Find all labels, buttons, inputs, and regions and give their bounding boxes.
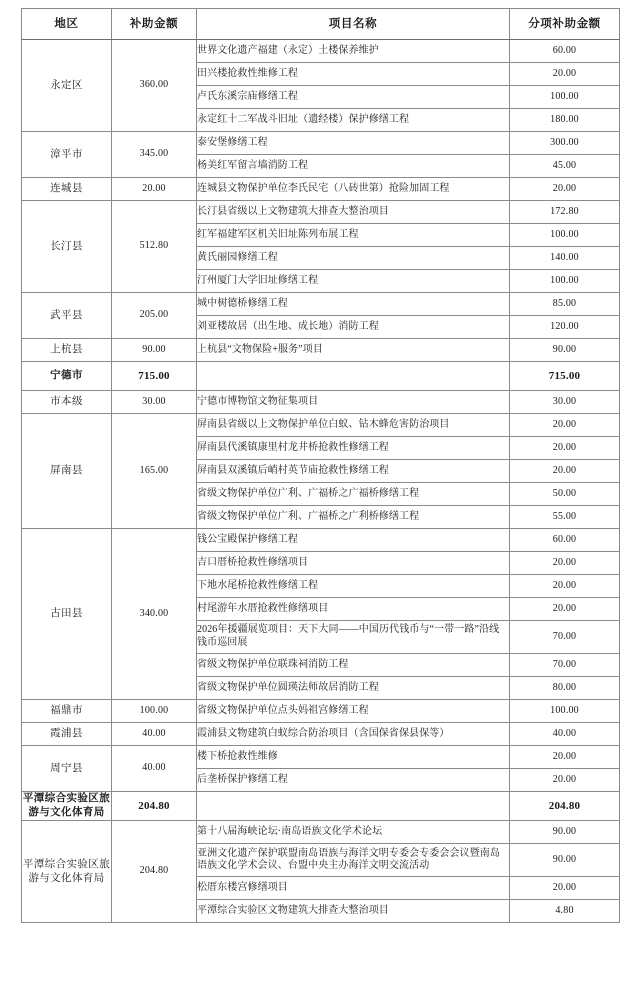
column-header-sub-amount: 分项补助金额: [510, 9, 620, 40]
cell-project-name: 吉口厝桥抢救性修缮项目: [197, 552, 510, 575]
cell-sub-amount: 100.00: [510, 700, 620, 723]
cell-region: 福鼎市: [22, 700, 112, 723]
cell-sub-amount: 20.00: [510, 877, 620, 900]
cell-sub-amount: 180.00: [510, 109, 620, 132]
cell-project-name: [197, 792, 510, 821]
cell-sub-amount: 85.00: [510, 293, 620, 316]
cell-amount: 165.00: [112, 414, 197, 529]
cell-project-name: 第十八届海峡论坛·南岛语族文化学术论坛: [197, 821, 510, 844]
cell-sub-amount: 20.00: [510, 460, 620, 483]
cell-project-name: 红军福建军区机关旧址陈列布展工程: [197, 224, 510, 247]
cell-project-name: 亚洲文化遗产保护联盟南岛语族与海洋文明专委会专委会会议暨南岛语族文化学术会议、台盟中央主办海洋文明交流活动: [197, 844, 510, 877]
cell-project-name: 汀州厦门大学旧址修缮工程: [197, 270, 510, 293]
cell-amount: 340.00: [112, 529, 197, 700]
cell-project-name: 刘亚楼故居（出生地、成长地）消防工程: [197, 316, 510, 339]
cell-project-name: [197, 362, 510, 391]
cell-project-name: 杨美红军留言墙消防工程: [197, 155, 510, 178]
cell-region: 古田县: [22, 529, 112, 700]
cell-amount: 360.00: [112, 40, 197, 132]
cell-sub-amount: 300.00: [510, 132, 620, 155]
cell-sub-amount: 100.00: [510, 224, 620, 247]
cell-amount: 512.80: [112, 201, 197, 293]
table-row: [22, 792, 620, 821]
column-header-amount: 补助金额: [112, 9, 197, 40]
cell-project-name: 平潭综合实验区文物建筑大排查大整治项目: [197, 900, 510, 923]
table-header: [22, 9, 620, 40]
cell-amount: 204.80: [112, 792, 197, 821]
cell-sub-amount: 100.00: [510, 86, 620, 109]
cell-region: 上杭县: [22, 339, 112, 362]
cell-amount: 100.00: [112, 700, 197, 723]
table-row: [22, 339, 620, 362]
cell-sub-amount: 100.00: [510, 270, 620, 293]
cell-sub-amount: 20.00: [510, 437, 620, 460]
table-row: [22, 700, 620, 723]
cell-project-name: 长汀县省级以上文物建筑大排查大整治项目: [197, 201, 510, 224]
cell-project-name: 省级文物保护单位点头妈祖宫修缮工程: [197, 700, 510, 723]
cell-amount: 20.00: [112, 178, 197, 201]
cell-sub-amount: 50.00: [510, 483, 620, 506]
cell-sub-amount: 204.80: [510, 792, 620, 821]
table-row: [22, 821, 620, 844]
cell-project-name: 村尾游年水厝抢救性修缮项目: [197, 598, 510, 621]
cell-project-name: 屏南县省级以上文物保护单位白蚁、钻木蜂危害防治项目: [197, 414, 510, 437]
cell-region: 霞浦县: [22, 723, 112, 746]
cell-amount: 345.00: [112, 132, 197, 178]
cell-sub-amount: 20.00: [510, 414, 620, 437]
cell-project-name: 卢氏东溪宗庙修缮工程: [197, 86, 510, 109]
cell-sub-amount: 20.00: [510, 575, 620, 598]
cell-region: 连城县: [22, 178, 112, 201]
table-row: [22, 362, 620, 391]
cell-project-name: 世界文化遗产福建（永定）土楼保养维护: [197, 40, 510, 63]
cell-region: 周宁县: [22, 746, 112, 792]
cell-sub-amount: 40.00: [510, 723, 620, 746]
cell-region: 漳平市: [22, 132, 112, 178]
cell-amount: 204.80: [112, 821, 197, 923]
table-row: [22, 723, 620, 746]
header-row: [22, 9, 620, 40]
cell-sub-amount: 140.00: [510, 247, 620, 270]
cell-region: 永定区: [22, 40, 112, 132]
cell-amount: 715.00: [112, 362, 197, 391]
cell-sub-amount: 20.00: [510, 769, 620, 792]
cell-sub-amount: 90.00: [510, 339, 620, 362]
table-row: [22, 529, 620, 552]
cell-amount: 40.00: [112, 723, 197, 746]
table-row: [22, 746, 620, 769]
table-row: [22, 201, 620, 224]
cell-region: 屏南县: [22, 414, 112, 529]
cell-sub-amount: 20.00: [510, 746, 620, 769]
cell-amount: 40.00: [112, 746, 197, 792]
cell-amount: 90.00: [112, 339, 197, 362]
cell-region: 长汀县: [22, 201, 112, 293]
cell-project-name: 楼下桥抢救性维修: [197, 746, 510, 769]
cell-sub-amount: 60.00: [510, 529, 620, 552]
cell-project-name: 泰安堡修缮工程: [197, 132, 510, 155]
table-row: [22, 178, 620, 201]
cell-sub-amount: 60.00: [510, 40, 620, 63]
cell-sub-amount: 70.00: [510, 621, 620, 654]
table-row: [22, 132, 620, 155]
table-row: [22, 293, 620, 316]
cell-project-name: 省级文物保护单位联珠祠消防工程: [197, 654, 510, 677]
cell-region: 宁德市: [22, 362, 112, 391]
cell-project-name: 省级文物保护单位广利、广福桥之广福桥修缮工程: [197, 483, 510, 506]
table-row: [22, 391, 620, 414]
cell-sub-amount: 70.00: [510, 654, 620, 677]
cell-sub-amount: 30.00: [510, 391, 620, 414]
cell-region: 平潭综合实验区旅游与文化体育局: [22, 821, 112, 923]
cell-sub-amount: 80.00: [510, 677, 620, 700]
cell-project-name: 黄氏丽园修缮工程: [197, 247, 510, 270]
cell-sub-amount: 20.00: [510, 63, 620, 86]
column-header-region: 地区: [22, 9, 112, 40]
cell-sub-amount: 55.00: [510, 506, 620, 529]
cell-project-name: 2026年援疆展览项目：天下大同——中国历代钱币与“一带一路”沿线钱币巡回展: [197, 621, 510, 654]
cell-project-name: 下地水尾桥抢救性修缮工程: [197, 575, 510, 598]
column-header-project: 项目名称: [197, 9, 510, 40]
cell-sub-amount: 90.00: [510, 821, 620, 844]
cell-project-name: 霞浦县文物建筑白蚁综合防治项目（含国保省保县保等）: [197, 723, 510, 746]
cell-project-name: 田兴楼抢救性维修工程: [197, 63, 510, 86]
cell-project-name: 屏南县代溪镇康里村龙井桥抢救性修缮工程: [197, 437, 510, 460]
cell-project-name: 城中树德桥修缮工程: [197, 293, 510, 316]
table-row: [22, 40, 620, 63]
cell-sub-amount: 172.80: [510, 201, 620, 224]
cell-sub-amount: 90.00: [510, 844, 620, 877]
cell-project-name: 后垄桥保护修缮工程: [197, 769, 510, 792]
cell-project-name: 永定红十二军战斗旧址（遗经楼）保护修缮工程: [197, 109, 510, 132]
cell-sub-amount: 20.00: [510, 598, 620, 621]
cell-project-name: 上杭县“文物保险+服务”项目: [197, 339, 510, 362]
cell-sub-amount: 20.00: [510, 178, 620, 201]
cell-project-name: 松厝东楼宫修缮项目: [197, 877, 510, 900]
table-body: [22, 40, 620, 923]
cell-region: 武平县: [22, 293, 112, 339]
cell-amount: 205.00: [112, 293, 197, 339]
cell-project-name: 省级文物保护单位广利、广福桥之广利桥修缮工程: [197, 506, 510, 529]
cell-project-name: 屏南县双溪镇后峭村英节庙抢救性修缮工程: [197, 460, 510, 483]
cell-sub-amount: 120.00: [510, 316, 620, 339]
cell-project-name: 宁德市博物馆文物征集项目: [197, 391, 510, 414]
table-row: [22, 414, 620, 437]
cell-project-name: 连城县文物保护单位李氏民宅（八砖世第）抢险加固工程: [197, 178, 510, 201]
cell-sub-amount: 20.00: [510, 552, 620, 575]
cell-region: 平潭综合实验区旅游与文化体育局: [22, 792, 112, 821]
funding-allocation-table: [21, 8, 620, 923]
cell-sub-amount: 45.00: [510, 155, 620, 178]
cell-amount: 30.00: [112, 391, 197, 414]
cell-project-name: 省级文物保护单位圆瑛法师故居消防工程: [197, 677, 510, 700]
cell-sub-amount: 715.00: [510, 362, 620, 391]
cell-sub-amount: 4.80: [510, 900, 620, 923]
cell-region: 市本级: [22, 391, 112, 414]
cell-project-name: 钱公宝殿保护修缮工程: [197, 529, 510, 552]
